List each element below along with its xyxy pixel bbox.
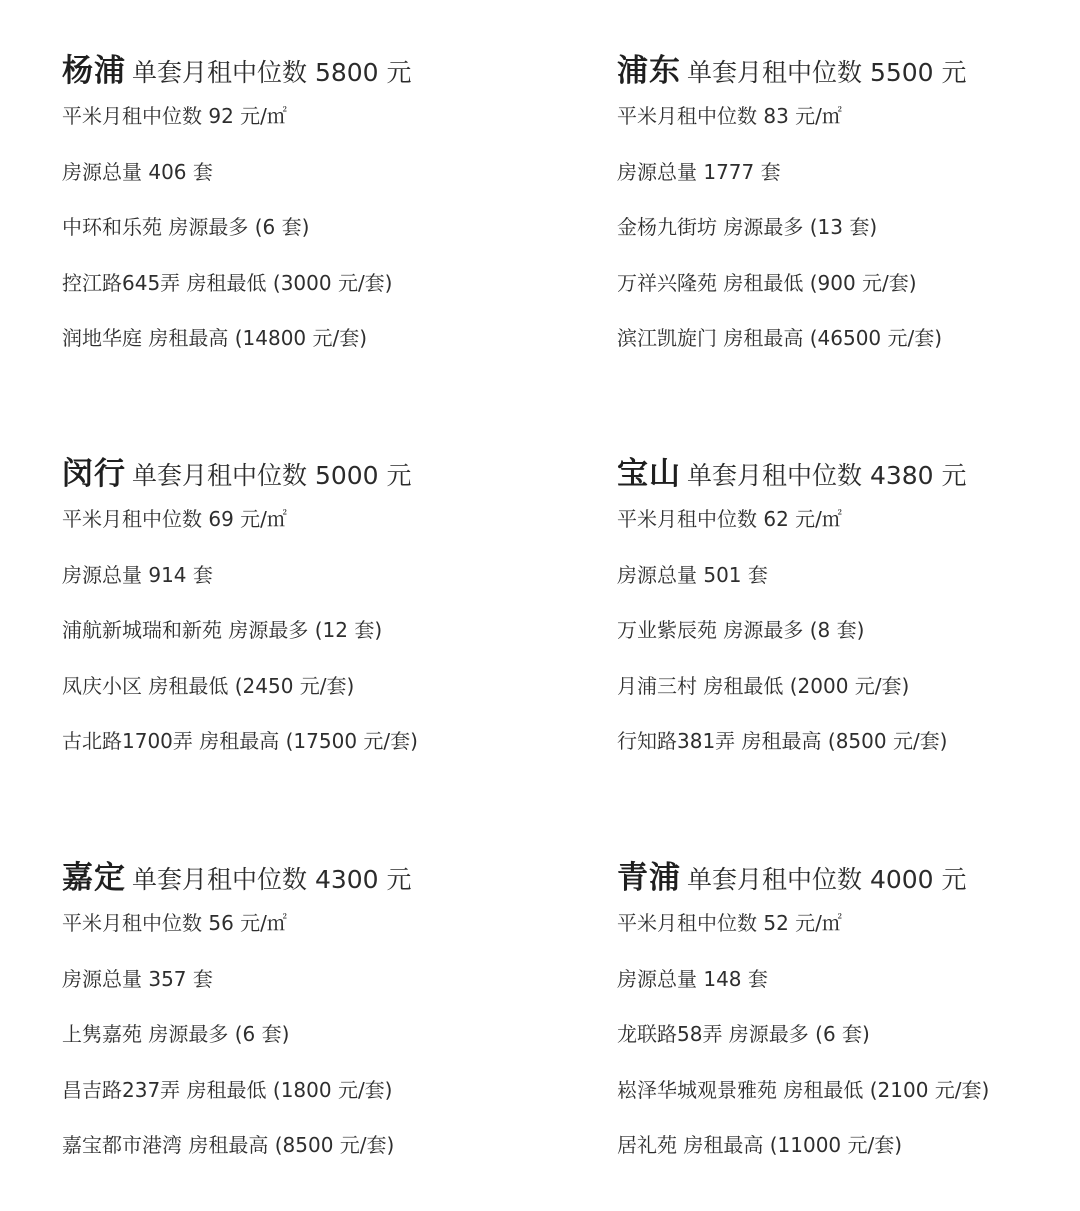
most-listings: 龙联路58弄 房源最多 (6 套)	[617, 1022, 870, 1046]
district-heading	[62, 50, 532, 92]
total-listings: 房源总量 357 套	[62, 966, 213, 991]
district-name: 宝山	[617, 456, 681, 492]
district-heading	[62, 453, 532, 495]
district-card-yangpu	[62, 50, 532, 350]
lowest-rent: 凤庆小区 房租最低 (2450 元/套)	[62, 673, 355, 698]
district-card-jiading	[62, 857, 532, 1157]
district-name: 浦东	[617, 53, 681, 89]
total-listings: 房源总量 1777 套	[617, 159, 781, 184]
district-card-baoshan	[617, 453, 1080, 753]
district-name: 闵行	[62, 456, 126, 492]
district-heading	[62, 857, 532, 899]
district-heading	[617, 857, 1080, 899]
most-listings: 中环和乐苑 房源最多 (6 套)	[62, 215, 310, 239]
lowest-rent: 控江路645弄 房租最低 (3000 元/套)	[62, 270, 393, 295]
district-heading	[617, 50, 1080, 92]
sqm-rent: 平米月租中位数 52 元/㎡	[617, 911, 842, 935]
district-heading	[617, 453, 1080, 495]
total-listings: 房源总量 406 套	[62, 159, 213, 184]
sqm-rent: 平米月租中位数 69 元/㎡	[62, 507, 287, 531]
total-listings: 房源总量 148 套	[617, 966, 768, 991]
lowest-rent: 崧泽华城观景雅苑 房租最低 (2100 元/套)	[617, 1077, 990, 1102]
highest-rent: 古北路1700弄 房租最高 (17500 元/套)	[62, 729, 418, 753]
most-listings: 万业紫辰苑 房源最多 (8 套)	[617, 618, 865, 642]
district-card-pudong	[617, 50, 1080, 350]
most-listings: 金杨九街坊 房源最多 (13 套)	[617, 215, 878, 239]
median-rent: 单套月租中位数 4000 元	[687, 865, 967, 894]
median-rent: 单套月租中位数 5500 元	[687, 58, 967, 87]
total-listings: 房源总量 914 套	[62, 562, 213, 587]
sqm-rent: 平米月租中位数 62 元/㎡	[617, 507, 842, 531]
district-name: 杨浦	[62, 53, 126, 89]
highest-rent: 滨江凯旋门 房租最高 (46500 元/套)	[617, 326, 943, 350]
district-card-minhang	[62, 453, 532, 753]
district-name: 青浦	[617, 860, 681, 896]
lowest-rent: 昌吉路237弄 房租最低 (1800 元/套)	[62, 1077, 393, 1102]
lowest-rent: 万祥兴隆苑 房租最低 (900 元/套)	[617, 270, 917, 295]
median-rent: 单套月租中位数 5000 元	[132, 461, 412, 490]
highest-rent: 行知路381弄 房租最高 (8500 元/套)	[617, 729, 948, 753]
district-card-qingpu	[617, 857, 1080, 1157]
sqm-rent: 平米月租中位数 83 元/㎡	[617, 104, 842, 128]
highest-rent: 居礼苑 房租最高 (11000 元/套)	[617, 1133, 903, 1157]
lowest-rent: 月浦三村 房租最低 (2000 元/套)	[617, 673, 910, 698]
highest-rent: 润地华庭 房租最高 (14800 元/套)	[62, 326, 368, 350]
median-rent: 单套月租中位数 5800 元	[132, 58, 412, 87]
median-rent: 单套月租中位数 4300 元	[132, 865, 412, 894]
sqm-rent: 平米月租中位数 56 元/㎡	[62, 911, 287, 935]
district-name: 嘉定	[62, 860, 126, 896]
total-listings: 房源总量 501 套	[617, 562, 768, 587]
most-listings: 上隽嘉苑 房源最多 (6 套)	[62, 1022, 290, 1046]
most-listings: 浦航新城瑞和新苑 房源最多 (12 套)	[62, 618, 383, 642]
sqm-rent: 平米月租中位数 92 元/㎡	[62, 104, 287, 128]
highest-rent: 嘉宝都市港湾 房租最高 (8500 元/套)	[62, 1133, 395, 1157]
median-rent: 单套月租中位数 4380 元	[687, 461, 967, 490]
